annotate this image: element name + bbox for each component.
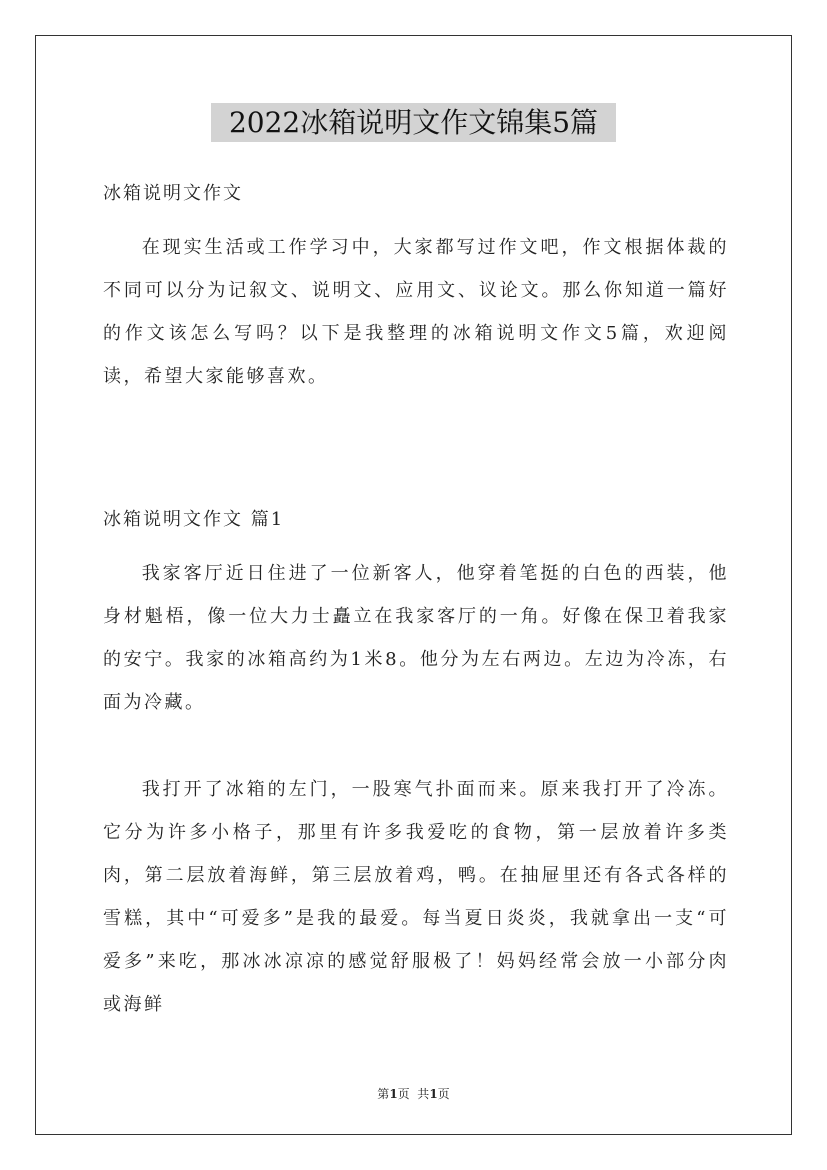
intro-paragraph: 在现实生活或工作学习中，大家都写过作文吧，作文根据体裁的不同可以分为记叙文、说明文、应用文、议论文。那么你知道一篇好的作文该怎么写吗？以下是我整理的冰箱说明文作文5篇，欢迎阅读，希望大家能够喜欢。 (103, 237, 729, 387)
footer-prefix: 第 (377, 1087, 390, 1101)
intro-heading: 冰箱说明文作文 (103, 183, 243, 204)
page-number-footer (0, 1085, 827, 1102)
footer-suffix: 页 (437, 1087, 450, 1101)
section1-paragraph-1: 我家客厅近日住进了一位新客人，他穿着笔挺的白色的西装，他身材魁梧，像一位大力士矗立在我家客厅的一角。好像在保卫着我家的安宁。我家的冰箱高约为1米8。他分为左右两边。左边为冷冻，右面为冷藏。 (103, 563, 729, 713)
footer-mid: 页 共 (397, 1087, 430, 1101)
section1-paragraph-2: 我打开了冰箱的左门，一股寒气扑面而来。原来我打开了冷冻。它分为许多小格子，那里有许多我爱吃的食物，第一层放着许多类肉，第二层放着海鲜，第三层放着鸡，鸭。在抽屉里还有各式各样的雪糕，其中“可爱多”是我的最爱。每当夏日炎炎，我就拿出一支“可爱多”来吃，那冰冰凉凉的感觉舒服极了！妈妈经常会放一小部分肉或海鲜 (103, 779, 729, 1015)
footer-current-page: 1 (389, 1087, 398, 1101)
footer-total-pages: 1 (429, 1087, 438, 1101)
section1-heading: 冰箱说明文作文 篇1 (103, 509, 285, 530)
document-title: 2022冰箱说明文作文锦集5篇 (211, 103, 616, 142)
